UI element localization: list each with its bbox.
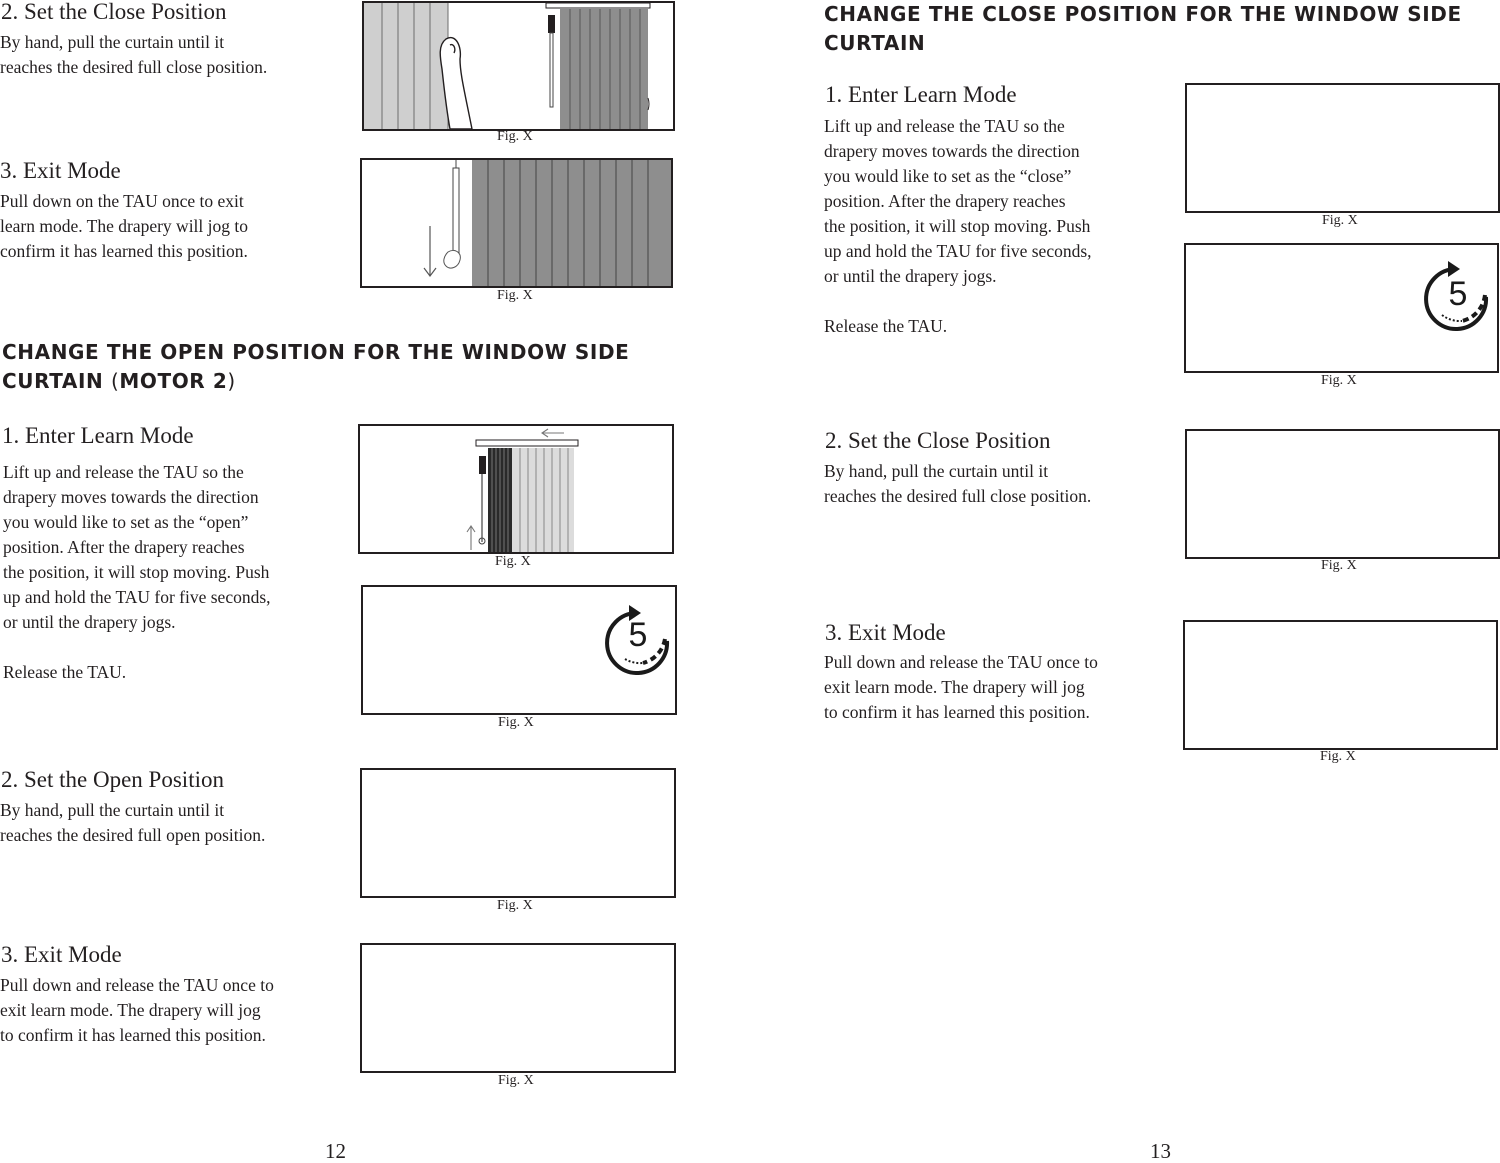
figure-curtain-closed-exit bbox=[360, 158, 673, 288]
figure-caption: Fig. X bbox=[497, 288, 533, 303]
figure-caption: Fig. X bbox=[498, 1073, 534, 1088]
open-step1-text bbox=[3, 460, 339, 685]
figure-timer-close bbox=[1184, 243, 1499, 373]
text-line: Pull down and release the TAU once to bbox=[0, 975, 274, 995]
close-section-heading bbox=[824, 0, 1500, 58]
text-line: you would like to set as the “open” bbox=[3, 512, 249, 532]
heading-motor: MOTOR 2 bbox=[119, 369, 228, 393]
text-line: reaches the desired full close position. bbox=[0, 57, 268, 77]
figure-placeholder-close-set bbox=[1185, 429, 1500, 559]
text-line: exit learn mode. The drapery will jog bbox=[824, 677, 1085, 697]
text-line: or until the drapery jogs. bbox=[824, 266, 997, 286]
timer-number: 5 bbox=[1448, 275, 1468, 313]
release-text: Release the TAU. bbox=[824, 316, 948, 336]
text-line: up and hold the TAU for five seconds, bbox=[824, 241, 1092, 261]
heading-line: CHANGE THE CLOSE POSITION FOR THE WINDOW SIDE bbox=[824, 2, 1462, 26]
timer-five-icon bbox=[607, 605, 667, 673]
figure-caption: Fig. X bbox=[1322, 213, 1358, 228]
close-step3b-title: 3. Exit Mode bbox=[825, 620, 946, 645]
release-text: Release the TAU. bbox=[3, 662, 127, 682]
text-line: to confirm it has learned this position. bbox=[0, 1025, 266, 1045]
heading-paren: ) bbox=[227, 369, 236, 393]
text-line: Lift up and release the TAU so the bbox=[824, 116, 1065, 136]
text-line: drapery moves towards the direction bbox=[3, 487, 259, 507]
text-line: Pull down and release the TAU once to bbox=[824, 652, 1098, 672]
figure-caption: Fig. X bbox=[1320, 749, 1356, 764]
timer-number: 5 bbox=[628, 616, 648, 654]
figure-curtain-open-learn bbox=[358, 424, 674, 554]
text-line: learn mode. The drapery will jog to bbox=[0, 216, 249, 236]
open-step3-title: 3. Exit Mode bbox=[1, 942, 122, 967]
wand-tau-icon bbox=[548, 15, 555, 33]
text-line: exit learn mode. The drapery will jog bbox=[0, 1000, 261, 1020]
close-step3-title: 3. Exit Mode bbox=[0, 158, 121, 183]
figure-caption: Fig. X bbox=[1321, 373, 1357, 388]
text-line: position. After the drapery reaches bbox=[3, 537, 245, 557]
text-line: By hand, pull the curtain until it bbox=[0, 32, 225, 52]
heading-line: CHANGE THE OPEN POSITION FOR THE WINDOW SIDE bbox=[2, 340, 630, 364]
figure-placeholder-close-learn bbox=[1185, 83, 1500, 213]
figure-placeholder-open-set bbox=[360, 768, 676, 898]
figure-caption: Fig. X bbox=[497, 129, 533, 144]
close-step2b-text bbox=[824, 459, 1161, 509]
figure-caption: Fig. X bbox=[1321, 558, 1357, 573]
text-line: position. After the drapery reaches bbox=[824, 191, 1066, 211]
arrow-up-icon bbox=[467, 526, 475, 550]
close-step3-text bbox=[0, 189, 336, 264]
hand-pull-icon bbox=[444, 250, 460, 268]
figure-caption: Fig. X bbox=[498, 715, 534, 730]
figure-curtain-close-hand bbox=[362, 1, 675, 131]
close-step2-title: 2. Set the Close Position bbox=[1, 0, 227, 24]
timer-five-icon bbox=[1426, 261, 1486, 329]
page-number-right: 13 bbox=[1150, 1139, 1171, 1163]
heading-line bbox=[2, 367, 692, 396]
text-line: to confirm it has learned this position. bbox=[824, 702, 1090, 722]
timer-illustration bbox=[363, 587, 675, 713]
text-line: or until the drapery jogs. bbox=[3, 612, 176, 632]
wand-tau-icon bbox=[479, 456, 486, 474]
close-step2b-title: 2. Set the Close Position bbox=[825, 428, 1051, 453]
text-line: reaches the desired full close position. bbox=[824, 486, 1092, 506]
text-line: the position, it will stop moving. Push bbox=[3, 562, 270, 582]
figure-timer-open bbox=[361, 585, 677, 715]
figure-caption: Fig. X bbox=[497, 898, 533, 913]
arrow-down-icon bbox=[424, 226, 436, 276]
open-step2-text bbox=[0, 798, 337, 848]
timer-illustration bbox=[1186, 245, 1497, 371]
close-step1-title: 1. Enter Learn Mode bbox=[825, 82, 1017, 107]
text-line: the position, it will stop moving. Push bbox=[824, 216, 1091, 236]
text-line: By hand, pull the curtain until it bbox=[824, 461, 1049, 481]
text-line: Pull down on the TAU once to exit bbox=[0, 191, 244, 211]
open-section-heading bbox=[2, 338, 692, 396]
text-line: By hand, pull the curtain until it bbox=[0, 800, 225, 820]
open-step2-title: 2. Set the Open Position bbox=[1, 767, 224, 792]
text-line: Lift up and release the TAU so the bbox=[3, 462, 244, 482]
page-number-left: 12 bbox=[325, 1139, 346, 1163]
curtain-open-illustration bbox=[360, 426, 672, 552]
heading-paren: ( bbox=[110, 369, 120, 393]
open-step3-text bbox=[0, 973, 337, 1048]
wand-tau-icon bbox=[453, 168, 459, 256]
text-line: drapery moves towards the direction bbox=[824, 141, 1080, 161]
heading-line: CURTAIN bbox=[824, 31, 926, 55]
curtain-close-illustration bbox=[364, 3, 673, 129]
figure-caption: Fig. X bbox=[495, 554, 531, 569]
heading-word: CURTAIN bbox=[2, 369, 104, 393]
close-step1-text bbox=[824, 114, 1161, 339]
curtain-exit-illustration bbox=[362, 160, 671, 286]
open-step1-title: 1. Enter Learn Mode bbox=[2, 423, 194, 448]
figure-placeholder-open-exit bbox=[360, 943, 676, 1073]
text-line: up and hold the TAU for five seconds, bbox=[3, 587, 271, 607]
figure-placeholder-close-exit bbox=[1183, 620, 1498, 750]
text-line: reaches the desired full open position. bbox=[0, 825, 266, 845]
close-step2-text bbox=[0, 30, 336, 80]
close-step3b-text bbox=[824, 650, 1162, 725]
text-line: you would like to set as the “close” bbox=[824, 166, 1072, 186]
text-line: confirm it has learned this position. bbox=[0, 241, 248, 261]
arrow-left-icon bbox=[542, 429, 564, 437]
